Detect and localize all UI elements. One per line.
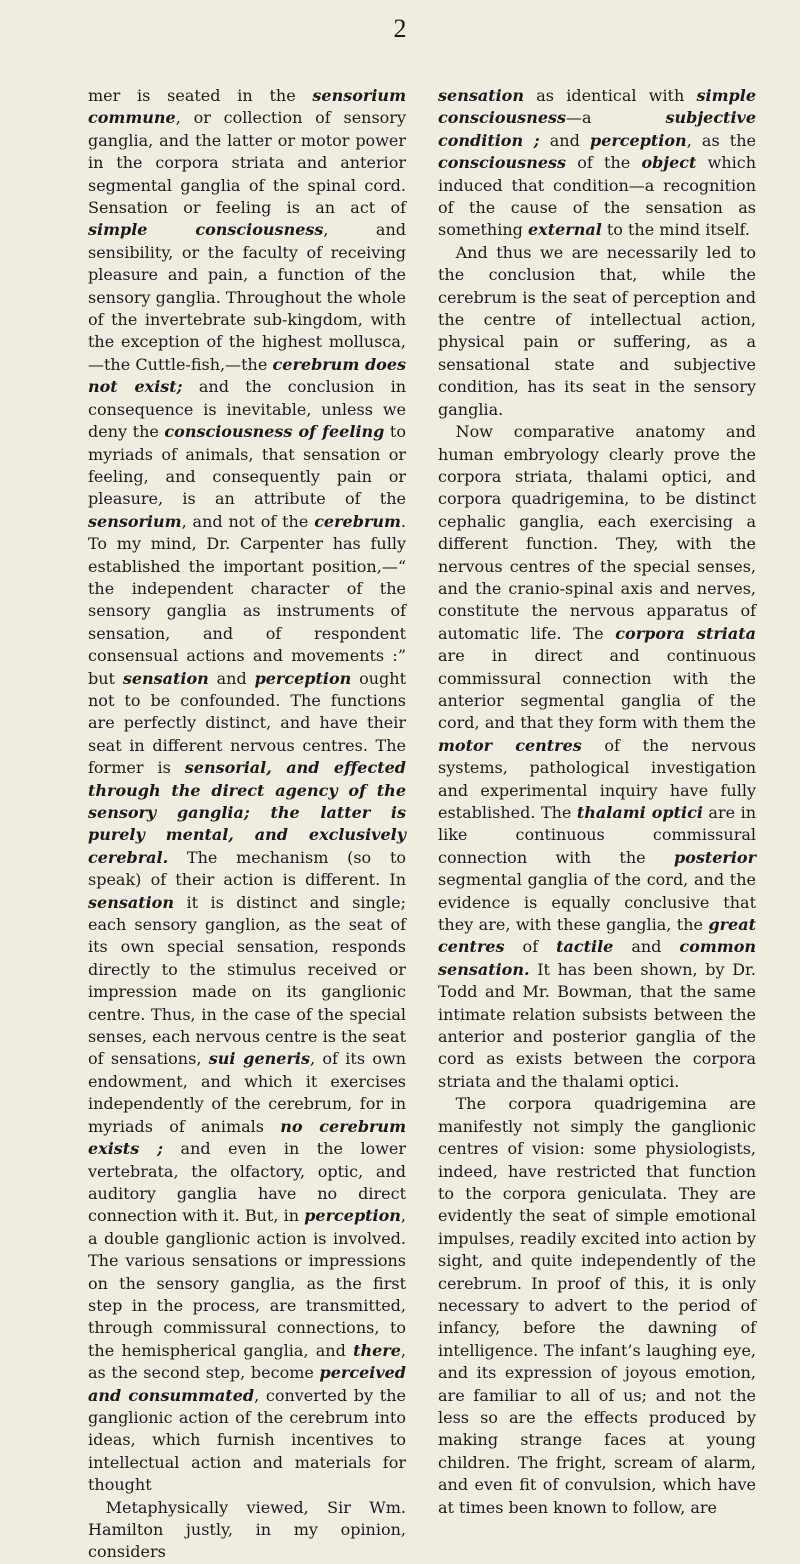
- paragraph: [438, 421, 756, 1093]
- page-number: 2: [393, 14, 407, 43]
- text-run: and: [539, 130, 590, 150]
- text-run: and even in the lower vertebrata, the olfactory, optic, and auditory ganglia have no direct connection with it. But, in: [88, 1139, 407, 1226]
- text-run: It has been shown, by Dr. Todd and Mr. Bowman, that the same intimate relation subsists between the anterior and posterior ganglia of the cord as exists between the corpora striata and the thalami optici.: [438, 959, 756, 1091]
- text-run: , and sensibility, or the faculty of receiving pleasure and pain, a function of the sensory ganglia. Throughout the whole of the invertebrate sub-kingdom, with the exception of the highest mollusca,—the Cuttle-fish,—the: [88, 220, 406, 374]
- emphasis-text: external: [527, 220, 602, 240]
- emphasis-text: object: [641, 153, 697, 173]
- text-run: are in like continuous commissural connection with the: [438, 803, 757, 867]
- text-run: . To my mind, Dr. Carpenter has fully established the important position,—“ the independent character of the sensory ganglia as instruments of sensation, and of respondent consensual actions and movements :” but: [88, 511, 406, 688]
- right-column: [438, 85, 756, 1564]
- emphasis-text: sensorial, and effected through the direct agency of the sensory ganglia; the latter is purely mental, and exclusively cerebral.: [88, 758, 406, 867]
- left-column: [88, 85, 406, 1564]
- text-run: are in direct and continuous commissural connection with the anterior segmental ganglia of the cord, and that they form with them the: [438, 646, 756, 733]
- paragraph: [88, 85, 406, 1497]
- text-run: And thus we are necessarily led to the conclusion that, while the cerebrum is the seat of perception and the centre of intellectual action, physical pain or suffering, as a sensational state and subjective condition, has its seat in the sensory ganglia.: [438, 242, 756, 419]
- text-run: it is distinct and single; each sensory ganglion, as the seat of its own special sensation, responds directly to the stimulus received or impression made on its ganglionic centre. Thus, in the case of the special senses, each nervous centre is the seat of sensations,: [88, 892, 406, 1069]
- emphasis-text: posterior: [673, 847, 756, 867]
- emphasis-text: great centres: [438, 915, 756, 957]
- emphasis-text: sensation: [438, 86, 524, 105]
- emphasis-text: sensation: [88, 892, 174, 912]
- paragraph: [438, 242, 756, 421]
- text-run: which induced that condition—a recognition of the cause of the sensation as something: [438, 153, 757, 240]
- text-run: , a double ganglionic action is involved. The various sensations or impressions on the sensory ganglia, as the first step in the process, are transmitted, through commissural connections, to the hemispherical ganglia, and: [88, 1206, 406, 1360]
- emphasis-text: corpora striata: [615, 623, 756, 643]
- text-run: , as the: [686, 130, 757, 150]
- text-run: , as the second step, become: [88, 1340, 406, 1383]
- text-run: mer is seated in the: [88, 86, 313, 105]
- text-run: of the: [566, 153, 642, 173]
- emphasis-text: sensorium: [88, 511, 182, 531]
- emphasis-text: thalami optici: [576, 803, 703, 822]
- emphasis-text: subjective condition ;: [438, 108, 756, 150]
- emphasis-text: perception: [254, 668, 352, 688]
- emphasis-text: sui generis: [208, 1049, 310, 1069]
- emphasis-text: common sensation.: [438, 937, 756, 979]
- text-run: ought not to be confounded. The functions are perfectly distinct, and have their seat in different nervous centres. The former is: [88, 668, 407, 778]
- text-run: and: [613, 937, 680, 957]
- emphasis-text: sensorium commune: [88, 86, 406, 128]
- text-run: Now comparative anatomy and human embryology clearly prove the corpora striata, thalami optici, and corpora quadrigemina, to be distinct cephalic ganglia, each exercising a different function. They, with the nervous centres of the special senses, and the cranio-spinal axis and nerves, constitute the nervous apparatus of automatic life. The: [438, 422, 756, 643]
- emphasis-text: no cerebrum exists ;: [88, 1116, 406, 1159]
- text-run: Metaphysically viewed, Sir Wm. Hamilton justly, in my opinion, considers: [88, 1497, 406, 1562]
- text-run: of: [504, 937, 557, 957]
- emphasis-text: perceived and consummated: [88, 1363, 406, 1405]
- paragraph: [438, 85, 756, 242]
- emphasis-text: there: [353, 1340, 401, 1360]
- emphasis-text: cerebrum does not exist;: [88, 354, 406, 397]
- text-run: , or collection of sensory ganglia, and the latter or motor power in the corpora striata and anterior segmental ganglia of the spinal cord. Sensation or feeling is an act of: [88, 108, 406, 218]
- text-run: segmental ganglia of the cord, and the evidence is equally conclusive that they are, with these ganglia, the: [438, 870, 756, 935]
- text-run: to the mind itself.: [601, 220, 750, 240]
- paragraph: [88, 1497, 406, 1564]
- text-run: as identical with: [523, 86, 697, 105]
- text-run: —a: [566, 108, 666, 128]
- text-run: to myriads of animals, that sensation or feeling, and consequently pain or pleasure, is an attribute of the: [88, 422, 406, 509]
- emphasis-text: motor centres: [438, 735, 582, 755]
- text-run: The corpora quadrigemina are manifestly not simply the ganglionic centres of vision: some physiologists, indeed, have restricted that function to the corpora geniculata. They are evidently the seat of simple emotional impulses, readily excited into action by sight, and quite independently of the cerebrum. In proof of this, it is only necessary to advert to the period of infancy, before the dawning of intelligence. The infant’s laughing eye, and its expression of joyous emotion, are familiar to all of us; and not the less so are the effects produced by making strange faces at young children. The fright, scream of alarm, and even fit of convulsion, which have at times been known to follow, are: [438, 1094, 756, 1517]
- text-run: , converted by the ganglionic action of the cerebrum into ideas, which furnish incentives to intellectual action and materials for thought: [88, 1385, 406, 1495]
- emphasis-text: consciousness of feeling: [164, 422, 385, 442]
- text-run: and: [208, 668, 255, 688]
- text-run: of the nervous systems, pathological investigation and experimental inquiry have fully established. The: [438, 735, 756, 822]
- emphasis-text: tactile: [556, 937, 614, 957]
- text-run: , and not of the: [181, 511, 315, 531]
- emphasis-text: sensation: [122, 668, 209, 688]
- emphasis-text: simple consciousness: [88, 220, 324, 240]
- emphasis-text: cerebrum: [314, 511, 401, 531]
- text-columns: [88, 85, 756, 1564]
- text-run: and the conclusion in consequence is inevitable, unless we deny the: [88, 377, 406, 442]
- text-run: , of its own endowment, and which it exercises independently of the cerebrum, for in myriads of animals: [88, 1049, 406, 1136]
- emphasis-text: consciousness: [438, 153, 567, 173]
- emphasis-text: perception: [304, 1206, 401, 1226]
- text-run: The mechanism (so to speak) of their action is different. In: [88, 847, 406, 890]
- emphasis-text: perception: [590, 130, 687, 150]
- emphasis-text: simple consciousness: [438, 86, 756, 128]
- paragraph: [438, 1093, 756, 1519]
